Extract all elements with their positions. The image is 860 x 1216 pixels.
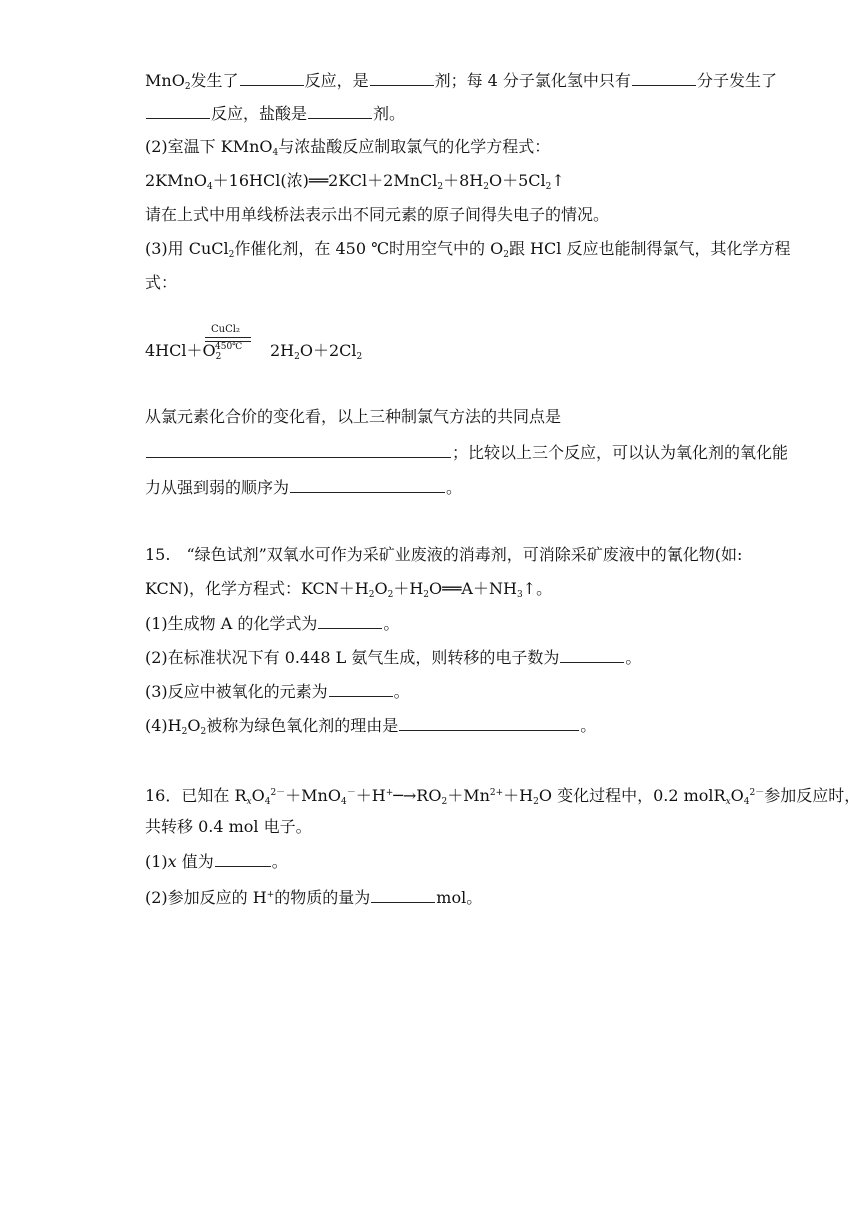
q14-part2-task: 请在上式中用单线桥法表示出不同元素的原子间得失电子的情况。	[145, 205, 610, 224]
catalyst-label: CuCl₂	[211, 324, 240, 335]
q14-equation-3-left: $4HCl+O_2$	[145, 341, 222, 362]
answer-blank[interactable]	[370, 69, 434, 86]
answer-blank[interactable]	[560, 646, 624, 663]
answer-blank[interactable]	[371, 886, 435, 903]
answer-blank[interactable]	[146, 102, 210, 119]
answer-blank[interactable]	[329, 680, 393, 697]
answer-blank[interactable]	[318, 612, 382, 629]
q14-equation-2: 2KMnO$_4$＋16HCl(浓)$══2KCl+2MnCl_2+8H_2O+5Cl_2↑$	[145, 171, 565, 192]
q15-part2: (2)在标准状况下有 0.448 L 氨气生成，则转移的电子数为 。	[145, 648, 642, 667]
answer-blank[interactable]	[215, 850, 271, 867]
answer-blank[interactable]	[146, 441, 451, 458]
q14-compare-line: ；比较以上三个反应，可以认为氧化剂的氧化能	[145, 441, 820, 463]
q14-part2-intro: (2)室温下 KMnO$_4$与浓盐酸反应制取氯气的化学方程式：	[145, 137, 551, 158]
q14-order-line: 力从强到弱的顺序为 。	[145, 478, 463, 497]
q15-line-1: 15. “绿色试剂”双氧水可作为采矿业废液的消毒剂，可消除采矿废液中的氰化物(如:	[145, 545, 743, 564]
temperature-label: 450℃	[215, 342, 243, 352]
q15-line-2: KCN)，化学方程式：$KCN+H_2O_2+H_2O══A+NH_3↑$。	[145, 579, 553, 600]
q14-part3-line-1: (3)用 CuCl$_2$作催化剂，在 450 ℃时用空气中的 $O_2$跟 HCl 反应也能制得氯气，其化学方程	[145, 239, 791, 260]
answer-blank[interactable]	[632, 69, 696, 86]
answer-blank[interactable]	[399, 714, 579, 731]
answer-blank[interactable]	[240, 69, 304, 86]
q14-line-2: 反应，盐酸是 剂。	[145, 102, 820, 124]
q14-equation-3-right: $2H_2O+2Cl_2$	[270, 341, 363, 362]
q14-line-1: MnO$_2$发生了 反应，是 剂；每 4 分子氯化氢中只有 分子发生了	[145, 71, 777, 92]
q16-part2: (2)参加反应的 H+的物质的量为 mol。	[145, 888, 483, 907]
q15-part1: (1)生成物 A 的化学式为 。	[145, 614, 400, 633]
q14-common-question: 从氯元素化合价的变化看，以上三种制氯气方法的共同点是	[145, 407, 562, 426]
reaction-condition-arrow	[205, 320, 253, 360]
q14-part3-line-2: 式：	[145, 273, 178, 292]
q15-part4: $(4)H_2O_2$被称为绿色氧化剂的理由是 。	[145, 716, 597, 737]
answer-blank[interactable]	[290, 476, 445, 493]
q16-line-1: 16．已知在 $R_xO_4^{2-}+MnO_4^-+H^+─\to RO_2+Mn^{2+}+H_2O$ 变化过程中，0.2 $molR_xO_4^{2-}$参加反应时，	[145, 786, 860, 807]
answer-blank[interactable]	[308, 102, 372, 119]
q15-part3: (3)反应中被氧化的元素为 。	[145, 682, 410, 701]
q16-part1: (1)x 值为 。	[145, 852, 288, 871]
q16-line-2: 共转移 0.4 mol 电子。	[145, 817, 312, 836]
